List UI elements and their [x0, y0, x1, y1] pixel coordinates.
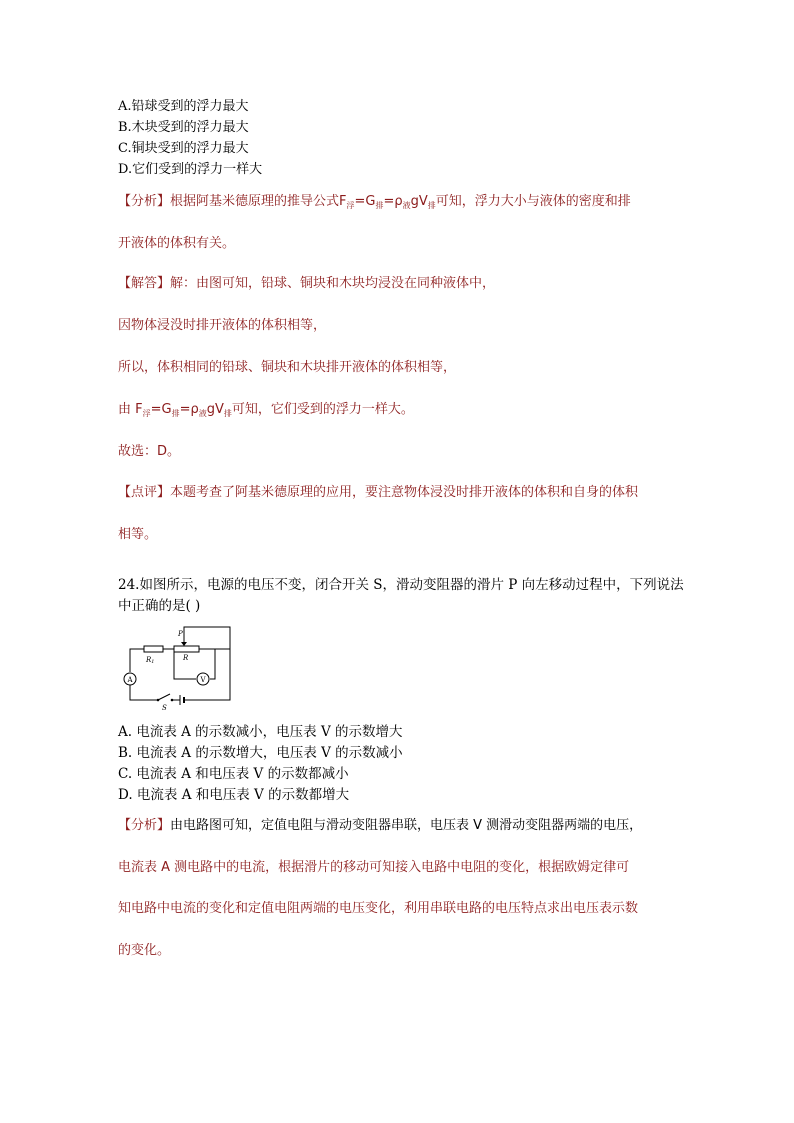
comment-23-line1	[118, 485, 638, 501]
wire	[130, 649, 144, 672]
option-d-23: D.它们受到的浮力一样大	[118, 162, 263, 177]
option-a-23: A.铅球受到的浮力最大	[118, 99, 249, 114]
subscript: 浮	[346, 201, 355, 210]
resistor-r1	[144, 646, 163, 652]
answer-text: 解：由图可知，铅球、铜块和木块均浸没在同种液体中，	[170, 276, 496, 291]
circuit-diagram	[118, 622, 243, 710]
subscript: 排	[223, 409, 232, 418]
analysis-text: 可知，浮力大小与液体的密度和排	[435, 194, 631, 209]
label-p: P	[178, 630, 183, 638]
analysis-text: 根据阿基米德原理的推导公式F	[170, 194, 347, 209]
analysis-text: gV	[410, 194, 428, 209]
subscript: 液	[198, 409, 207, 418]
question-24-line1: 24.如图所示，电源的电压不变，闭合开关 S，滑动变阻器的滑片 P 向左移动过程中，下列说法	[118, 577, 684, 593]
slider-arrowhead	[181, 642, 187, 646]
option-c-24: C. 电流表 A 和电压表 V 的示数都减小	[118, 766, 349, 782]
comment-text: 本题考查了阿基米德原理的应用，要注意物体浸没时排开液体的体积和自身的体积	[170, 485, 639, 500]
wire	[130, 685, 158, 700]
answer-23-line1	[118, 276, 495, 292]
label-switch: S	[162, 704, 167, 710]
analysis-23-line2: 开液体的体积有关。	[118, 236, 236, 251]
option-a-24: A. 电流表 A 的示数减小，电压表 V 的示数增大	[118, 724, 403, 740]
subscript: 浮	[142, 409, 151, 418]
comment-tag: 【点评】	[118, 485, 171, 500]
analysis-24-line2: 电流表 A 测电路中的电流，根据滑片的移动可知接入电路中电阻的变化，根据欧姆定律可	[118, 860, 630, 875]
answer-text: 可知，它们受到的浮力一样大。	[231, 402, 414, 417]
analysis-text: =ρ	[383, 194, 403, 209]
option-d-24: D. 电流表 A 和电压表 V 的示数都增大	[118, 787, 350, 803]
label-r1: R1	[146, 656, 155, 665]
switch-icon	[158, 694, 170, 700]
wire	[184, 627, 230, 700]
answer-tag: 【解答】	[118, 276, 171, 291]
option-b-24: B. 电流表 A 的示数增大，电压表 V 的示数减小	[118, 745, 403, 761]
answer-23-line5: 故选：D。	[118, 444, 181, 459]
answer-23-line2: 因物体浸没时排开液体的体积相等，	[118, 318, 327, 333]
answer-text: =G	[150, 402, 172, 417]
subscript: 排	[375, 201, 384, 210]
rheostat-r	[174, 646, 199, 652]
analysis-tag: 【分析】	[118, 818, 171, 833]
label-r: R	[183, 654, 189, 662]
subscript: 排	[427, 201, 436, 210]
analysis-tag: 【分析】	[118, 194, 171, 209]
comment-23-line2: 相等。	[118, 527, 158, 542]
wire	[210, 649, 215, 679]
analysis-24-line1	[118, 818, 642, 834]
switch-contact	[171, 699, 174, 702]
answer-text: 由 F	[118, 402, 143, 417]
answer-text: =ρ	[179, 402, 199, 417]
option-c-23: C.铜块受到的浮力最大	[118, 141, 249, 156]
answer-23-line4	[118, 402, 414, 422]
label-ammeter: A	[127, 676, 133, 684]
label-voltmeter: V	[200, 676, 206, 684]
analysis-text: 由电路图可知，定值电阻与滑动变阻器串联，电压表 V 测滑动变阻器两端的电压，	[170, 818, 643, 833]
subscript: 液	[402, 201, 411, 210]
switch-contact	[157, 699, 160, 702]
answer-text: gV	[206, 402, 224, 417]
analysis-24-line4: 的变化。	[118, 943, 171, 958]
answer-23-line3: 所以，体积相同的铅球、铜块和木块排开液体的体积相等，	[118, 360, 457, 375]
subscript: 排	[171, 409, 180, 418]
question-24-line2: 中正确的是( )	[118, 598, 201, 614]
analysis-text: =G	[354, 194, 376, 209]
option-b-23: B.木块受到的浮力最大	[118, 120, 249, 135]
analysis-23-line1	[118, 194, 631, 214]
analysis-24-line3: 知电路中电流的变化和定值电阻两端的电压变化，利用串联电路的电压特点求出电压表示数	[118, 901, 639, 916]
